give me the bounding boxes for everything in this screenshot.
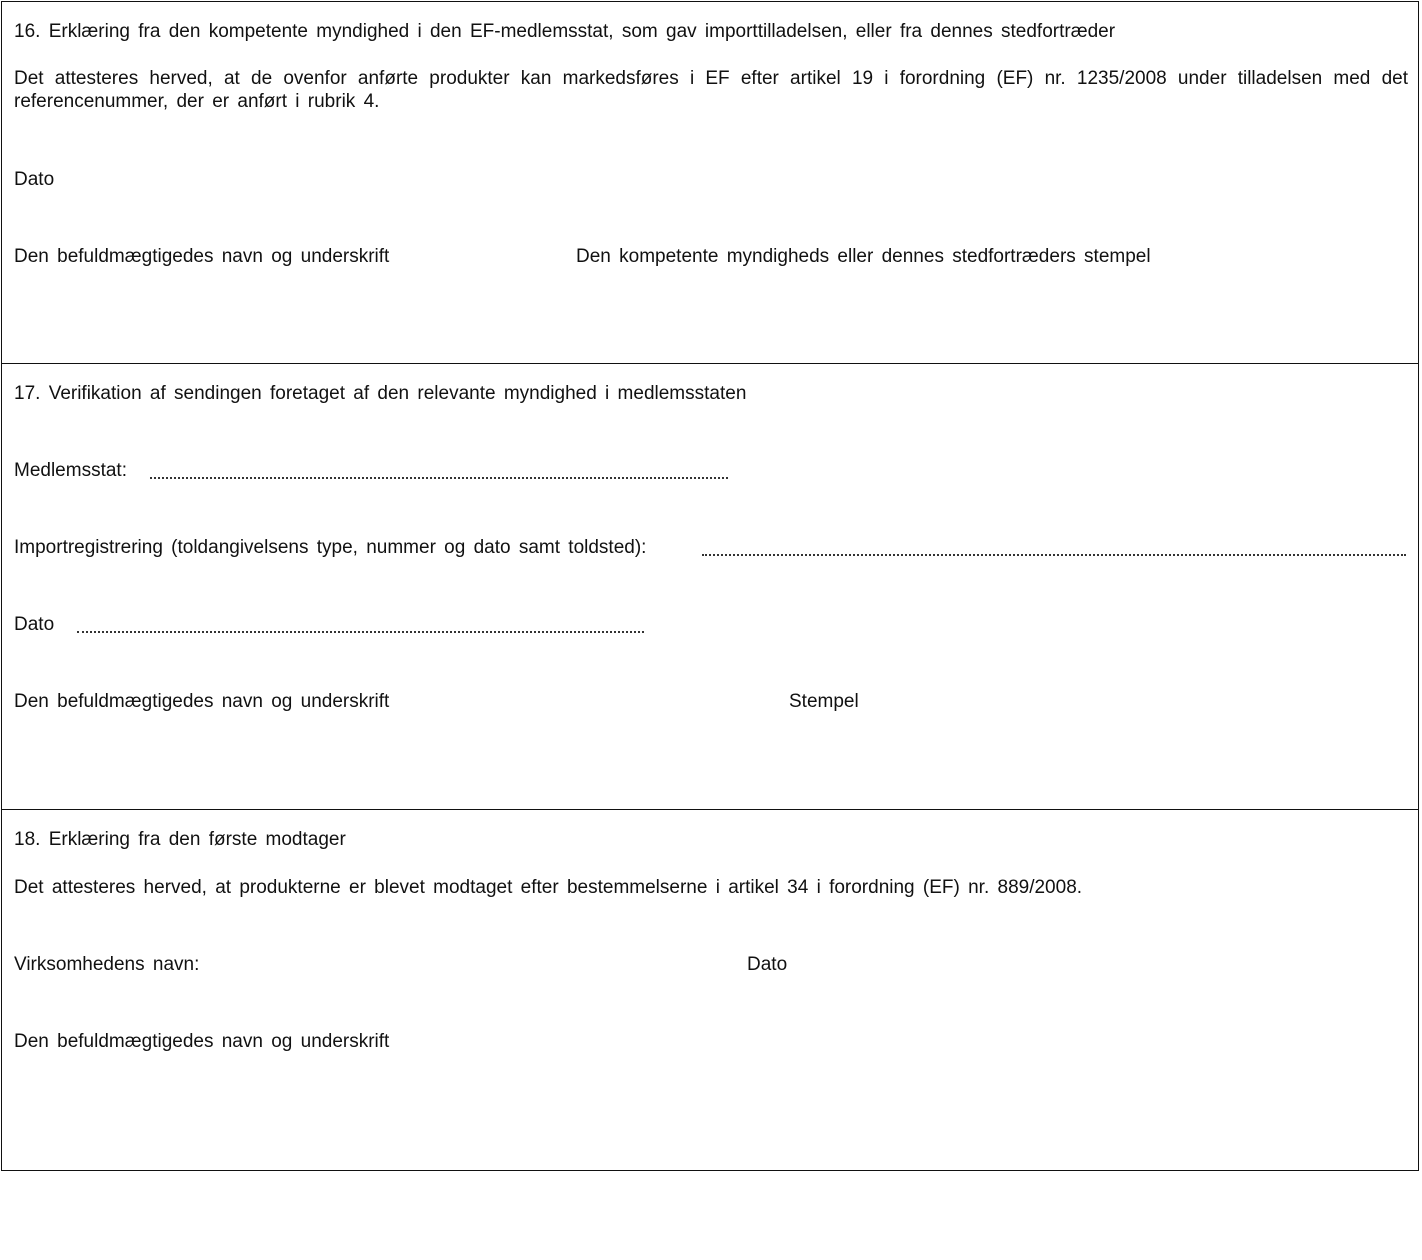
section-16-heading: 16. Erklæring fra den kompetente myndighed i den EF-medlemsstat, som gav importtilladelsen, eller fra dennes stedfortræder (14, 21, 1116, 42)
section-17-date-field[interactable] (77, 631, 644, 633)
section-16-stamp-label: Den kompetente myndigheds eller dennes stedfortræders stempel (576, 246, 1151, 267)
certificate-form (1, 1, 1419, 1171)
section-17-signature-label: Den befuldmægtigedes navn og underskrift (14, 691, 390, 712)
section-17-date-label: Dato (14, 614, 55, 635)
section-18-signature-label: Den befuldmægtigedes navn og underskrift (14, 1031, 390, 1052)
section-16-statement: Det attesteres herved, at de ovenfor anførte produkter kan markedsføres i EF efter artikel 19 i forordning (EF) nr. 1235/2008 under tilladelsen med det referencenummer, der er anført i rubrik 4. (14, 68, 1408, 112)
section-16 (2, 2, 1418, 364)
member-state-field[interactable] (150, 477, 728, 479)
import-registration-label: Importregistrering (toldangivelsens type, nummer og dato samt toldsted): (14, 537, 647, 558)
section-16-signature-label: Den befuldmægtigedes navn og underskrift (14, 246, 390, 267)
section-17-stamp-label: Stempel (789, 691, 859, 712)
section-16-date-label: Dato (14, 169, 55, 190)
section-17 (2, 364, 1418, 810)
section-18-statement: Det attesteres herved, at produkterne er blevet modtaget efter bestemmelserne i artikel 34 i forordning (EF) nr. 889/2008. (14, 877, 1083, 898)
import-registration-field[interactable] (702, 554, 1406, 556)
section-18-heading: 18. Erklæring fra den første modtager (14, 829, 346, 850)
company-name-label: Virksomhedens navn: (14, 954, 200, 975)
member-state-label: Medlemsstat: (14, 460, 127, 481)
section-18-date-label: Dato (747, 954, 788, 975)
section-17-heading: 17. Verifikation af sendingen foretaget af den relevante myndighed i medlemsstaten (14, 383, 747, 404)
section-18 (2, 810, 1418, 1170)
